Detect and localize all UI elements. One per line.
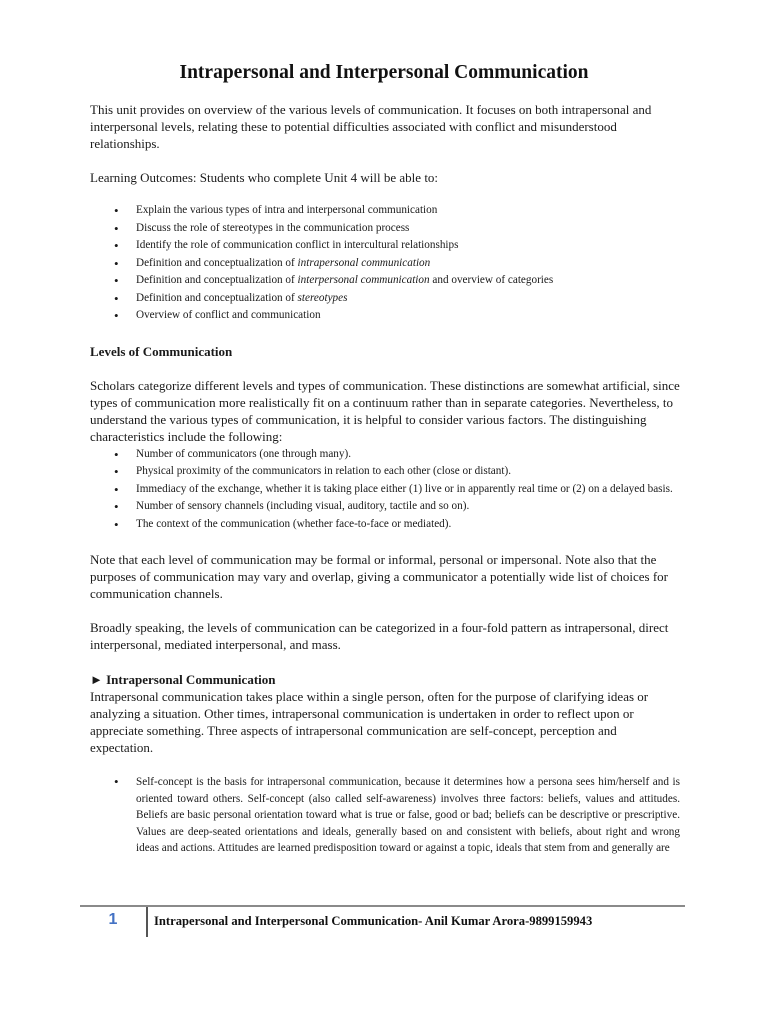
note-paragraph: Note that each level of communication may be formal or informal, personal or impersonal. Note also that the purposes of communication may vary and overlap, giving a communicator a potentially wide list of choices for communication channels. (90, 552, 668, 601)
outcomes-list (90, 202, 680, 325)
intrapersonal-heading: ► Intrapersonal Communication (90, 672, 276, 687)
list-item: • Self-concept is the basis for intrapersonal communication, because it determines how a persona sees him/herself and is oriented toward others. Self-concept (also called self-awareness) involves three factors: beliefs, values and attitudes. Beliefs are basic personal orientation toward what is true or false, good or bad; beliefs can be descriptive or prescriptive. Values are deep-seated orientations and ideals, generally based on and consistent with beliefs, about right and wrong ideas and actions. Attitudes are learned predisposition toward or against a topic, ideals that stem from and generally are (90, 774, 680, 857)
list-item (90, 307, 680, 325)
list-item: • Physical proximity of the communicators in relation to each other (close or distant). (90, 463, 680, 481)
list-item-text: Definition and conceptualization of (136, 256, 298, 269)
learning-outcomes-intro: Learning Outcomes: Students who complete Unit 4 will be able to: (90, 170, 439, 185)
list-item-text: Explain the various types of intra and interpersonal communication (136, 204, 438, 216)
list-item: • The context of the communication (whether face-to-face or mediated). (90, 516, 680, 534)
emphasis-text: intrapersonal communication (297, 256, 431, 269)
list-item (90, 272, 680, 290)
footer-text: Intrapersonal and Interpersonal Communication- Anil Kumar Arora-9899159943 (154, 914, 593, 928)
list-item: • Immediacy of the exchange, whether it is taking place either (1) live or in apparently real time or (2) on a delayed basis. (90, 481, 680, 499)
list-item (90, 202, 680, 220)
page-title: Intrapersonal and Interpersonal Communication (179, 62, 589, 83)
levels-heading: Levels of Communication (90, 343, 233, 359)
footer-divider (146, 907, 148, 937)
list-item-text: Overview of conflict and communication (136, 309, 321, 321)
emphasis-text: interpersonal communication (297, 274, 430, 286)
intrapersonal-paragraph: Intrapersonal communication takes place within a single person, often for the purpose of clarifying ideas or analyzing a situation. Other times, intrapersonal communication is undertaken in order to reflect upon or appreciate something. Three aspects of intrapersonal communication are self-concept, perception and expectation. (90, 689, 649, 755)
page-number: 1 (108, 911, 118, 928)
list-item-text: Definition and conceptualization of (136, 274, 298, 286)
document-body (90, 101, 680, 857)
list-item (90, 255, 680, 273)
emphasis-text: stereotypes (297, 291, 348, 304)
broadly-paragraph: Broadly speaking, the levels of communication can be categorized in a four-fold pattern as intrapersonal, direct interpersonal, mediated interpersonal, and mass. (90, 620, 669, 652)
self-concept-list (90, 774, 680, 857)
list-item (90, 237, 680, 255)
list-item (90, 220, 680, 238)
list-item-text: Identify the role of communication conflict in intercultural relationships (136, 239, 459, 251)
list-item-text: Discuss the role of stereotypes in the communication process (136, 221, 410, 234)
list-item-text: Definition and conceptualization of (136, 291, 298, 304)
levels-paragraph: Scholars categorize different levels and types of communication. These distinctions are somewhat artificial, since types of communication more realistically fit on a continuum rather than in separate categories. Nevertheless, to understand the various types of communication, it is helpful to consider various factors. The distinguishing characteristics include the following: (90, 377, 680, 444)
intro-paragraph: This unit provides on overview of the various levels of communication. It focuses on both intrapersonal and interpersonal levels, relating these to potential difficulties associated with conflict and misunderstood relationships. (90, 102, 652, 151)
list-item (90, 290, 680, 308)
list-item-text: and overview of categories (429, 274, 554, 286)
list-item: • Number of sensory channels (including visual, auditory, tactile and so on). (90, 498, 680, 516)
characteristics-list (90, 446, 680, 534)
list-item: • Number of communicators (one through many). (90, 446, 680, 464)
page-footer (80, 905, 685, 937)
